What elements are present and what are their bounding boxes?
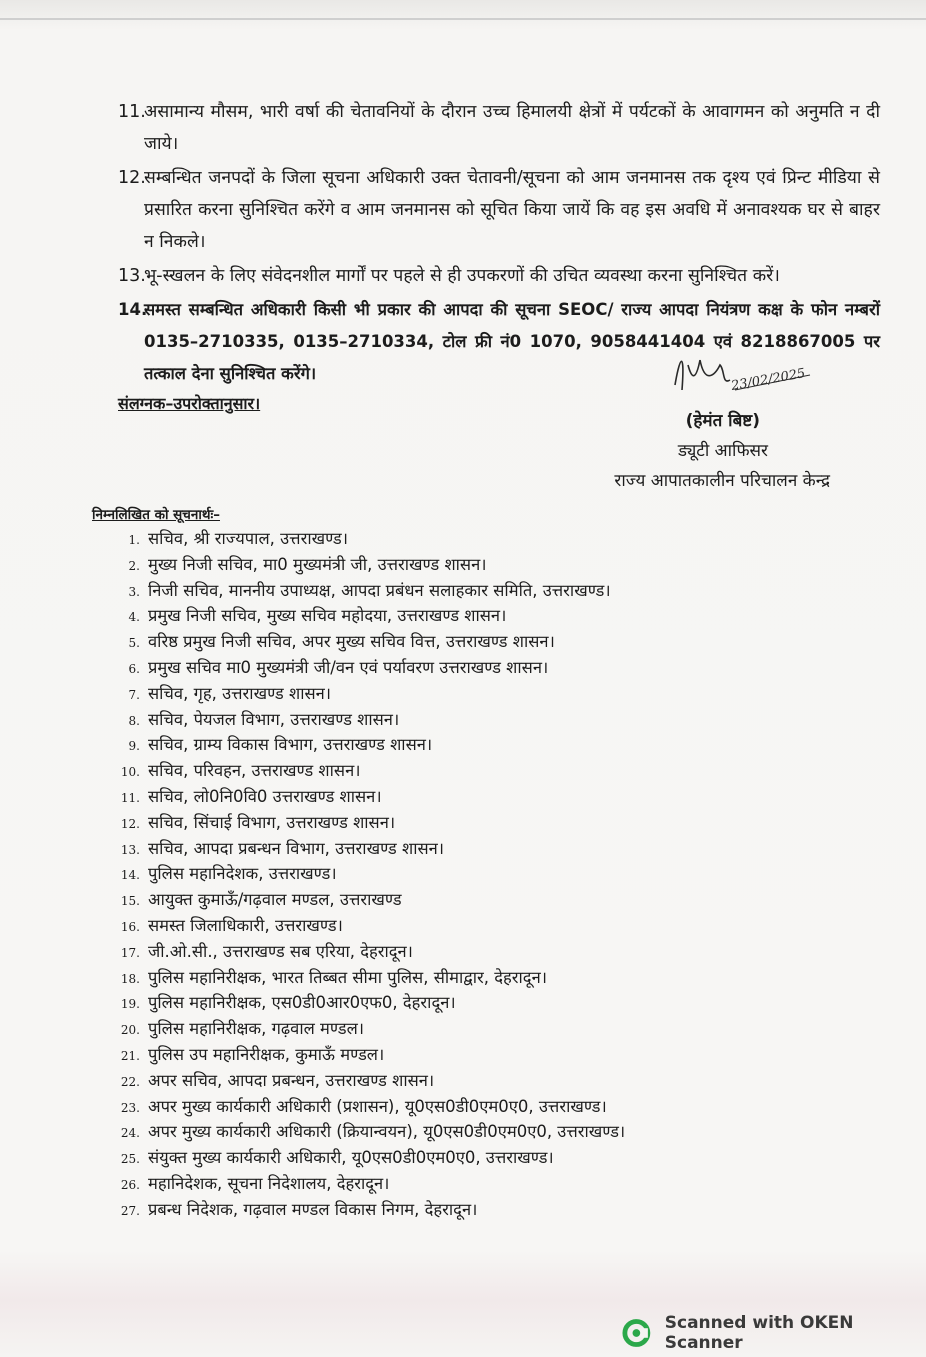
recipient-text: अपर मुख्य कार्यकारी अधिकारी (प्रशासन), यू0एस0डी0एम0ए0, उत्तराखण्ड। bbox=[148, 1096, 607, 1116]
point-number: 13. bbox=[118, 266, 146, 286]
recipient-number: 9. bbox=[128, 739, 140, 754]
recipient-item bbox=[100, 887, 820, 913]
point-number: 11. bbox=[118, 102, 146, 122]
annexure-note: संलग्नक–उपरोक्तानुसार। bbox=[118, 394, 261, 413]
recipient-text: सचिव, श्री राज्यपाल, उत्तराखण्ड। bbox=[148, 529, 349, 548]
recipient-text: पुलिस महानिदेशक, उत्तराखण्ड। bbox=[148, 864, 337, 884]
recipient-item bbox=[100, 578, 820, 604]
recipient-number: 6. bbox=[128, 661, 140, 676]
recipient-text: सचिव, लो0नि0वि0 उत्तराखण्ड शासन। bbox=[148, 786, 382, 806]
recipient-text: पुलिस महानिरीक्षक, एस0डी0आर0एफ0, देहरादून। bbox=[148, 993, 456, 1013]
recipient-number: 21. bbox=[120, 1048, 140, 1063]
recipient-text: अपर सचिव, आपदा प्रबन्धन, उत्तराखण्ड शासन। bbox=[148, 1070, 435, 1090]
recipient-item bbox=[100, 1016, 820, 1042]
recipient-text: प्रमुख सचिव मा0 मुख्यमंत्री जी/वन एवं पर्यावरण उत्तराखण्ड शासन। bbox=[148, 657, 549, 677]
recipient-item bbox=[100, 681, 820, 707]
recipient-item bbox=[100, 1171, 820, 1197]
recipient-number: 24. bbox=[120, 1126, 140, 1141]
recipient-item bbox=[100, 1094, 820, 1120]
recipient-number: 16. bbox=[120, 919, 140, 934]
recipient-text: समस्त जिलाधिकारी, उत्तराखण्ड। bbox=[148, 915, 343, 935]
recipient-number: 11. bbox=[120, 790, 140, 805]
recipient-item bbox=[100, 655, 820, 681]
instruction-point bbox=[118, 162, 880, 258]
recipient-item bbox=[100, 732, 820, 758]
recipient-text: निजी सचिव, माननीय उपाध्यक्ष, आपदा प्रबंधन सलाहकार समिति, उत्तराखण्ड। bbox=[148, 580, 611, 600]
instruction-point bbox=[118, 96, 880, 160]
recipient-number: 1. bbox=[128, 533, 140, 547]
recipient-item bbox=[100, 1145, 820, 1171]
recipient-number: 12. bbox=[120, 816, 140, 831]
recipient-item bbox=[100, 810, 820, 836]
recipient-item bbox=[100, 603, 820, 629]
recipient-number: 19. bbox=[120, 997, 140, 1012]
svg-text:23/02/2025: 23/02/2025 bbox=[730, 366, 807, 394]
recipient-number: 14. bbox=[120, 868, 140, 883]
point-text: असामान्य मौसम, भारी वर्षा की चेतावनियों के दौरान उच्च हिमालयी क्षेत्रों में पर्यटकों के आवागमन को अनुमति न दी जाये। bbox=[144, 102, 880, 154]
recipient-item bbox=[100, 1119, 820, 1145]
officer-office: राज्य आपातकालीन परिचालन केन्द्र bbox=[614, 471, 830, 491]
recipient-text: पुलिस उप महानिरीक्षक, कुमाऊँ मण्डल। bbox=[148, 1044, 385, 1064]
recipient-item bbox=[100, 707, 820, 733]
recipient-number: 13. bbox=[120, 842, 140, 857]
recipient-text: मुख्य निजी सचिव, मा0 मुख्यमंत्री जी, उत्तराखण्ड शासन। bbox=[148, 554, 487, 574]
recipient-item bbox=[100, 913, 820, 939]
recipient-number: 3. bbox=[128, 584, 140, 599]
recipient-number: 20. bbox=[120, 1023, 140, 1038]
recipient-item bbox=[100, 552, 820, 578]
recipient-text: प्रमुख निजी सचिव, मुख्य सचिव महोदया, उत्तराखण्ड शासन। bbox=[148, 606, 507, 626]
recipient-number: 8. bbox=[128, 713, 140, 728]
recipient-item bbox=[100, 526, 820, 552]
recipients-list bbox=[100, 526, 820, 1223]
recipient-text: जी.ओ.सी., उत्तराखण्ड सब एरिया, देहरादून। bbox=[148, 941, 413, 961]
recipient-number: 5. bbox=[128, 636, 140, 651]
recipient-number: 2. bbox=[128, 558, 140, 573]
scanner-label: Scanned with OKEN Scanner bbox=[664, 1313, 854, 1353]
recipient-number: 23. bbox=[120, 1100, 140, 1115]
recipient-number: 27. bbox=[120, 1203, 140, 1218]
point-number: 14. bbox=[118, 300, 148, 319]
scanner-watermark bbox=[622, 1313, 926, 1353]
recipient-item bbox=[100, 836, 820, 862]
recipient-text: पुलिस महानिरीक्षक, गढ़वाल मण्डल। bbox=[148, 1019, 365, 1039]
point-text: भू-स्खलन के लिए संवेदनशील मार्गों पर पहले से ही उपकरणों की उचित व्यवस्था करना सुनिश्चित करें। bbox=[144, 266, 780, 286]
officer-designation: ड्यूटी आफिसर bbox=[677, 441, 768, 461]
recipients-heading: निम्नलिखित को सूचनार्थः– bbox=[92, 507, 220, 523]
recipient-text: सचिव, सिंचाई विभाग, उत्तराखण्ड शासन। bbox=[148, 812, 396, 832]
recipient-text: सचिव, ग्राम्य विकास विभाग, उत्तराखण्ड शासन। bbox=[148, 735, 433, 755]
scanner-logo-icon bbox=[622, 1318, 651, 1348]
recipient-number: 18. bbox=[120, 971, 140, 986]
point-text: समस्त सम्बन्धित अधिकारी किसी भी प्रकार की आपदा की सूचना SEOC/ राज्य आपदा नियंत्रण कक्ष के फोन नम्बरों 0135–2710335, 0135–2710334, टोल फ्री नं0 1070, 9058441404 एवं 8218867005 पर तत्काल देना सुनिश्चित करेंगे। bbox=[144, 300, 880, 383]
recipient-item bbox=[100, 939, 820, 965]
recipient-item bbox=[100, 1068, 820, 1094]
recipient-number: 22. bbox=[120, 1074, 140, 1089]
instruction-point bbox=[118, 260, 880, 292]
recipient-item bbox=[100, 629, 820, 655]
recipient-item bbox=[100, 1042, 820, 1068]
point-text: सम्बन्धित जनपदों के जिला सूचना अधिकारी उक्त चेतावनी/सूचना को आम जनमानस तक दृश्य एवं प्रिन्ट मीडिया से प्रसारित करना सुनिश्चित करेंगे व आम जनमानस को सूचित किया जायें कि वह इस अवधि में अनावश्यक घर से बाहर न निकले। bbox=[144, 168, 880, 252]
recipient-text: प्रबन्ध निदेशक, गढ़वाल मण्डल विकास निगम, देहरादून। bbox=[148, 1199, 478, 1219]
recipient-item bbox=[100, 758, 820, 784]
recipient-number: 10. bbox=[120, 765, 140, 780]
recipient-item bbox=[100, 861, 820, 887]
recipient-number: 26. bbox=[120, 1177, 140, 1192]
recipient-text: महानिदेशक, सूचना निदेशालय, देहरादून। bbox=[148, 1173, 390, 1193]
recipient-number: 15. bbox=[120, 894, 140, 909]
recipient-text: सचिव, गृह, उत्तराखण्ड शासन। bbox=[148, 683, 332, 703]
recipient-number: 7. bbox=[128, 687, 140, 702]
page-edge-line bbox=[0, 18, 926, 20]
recipient-item bbox=[100, 1197, 820, 1223]
recipient-text: आयुक्त कुमाऊँ/गढ़वाल मण्डल, उत्तराखण्ड bbox=[148, 890, 402, 910]
recipient-item bbox=[100, 965, 820, 991]
recipient-text: सचिव, आपदा प्रबन्धन विभाग, उत्तराखण्ड शासन। bbox=[148, 838, 445, 858]
recipient-item bbox=[100, 990, 820, 1016]
recipient-text: सचिव, परिवहन, उत्तराखण्ड शासन। bbox=[148, 761, 361, 781]
recipient-text: सचिव, पेयजल विभाग, उत्तराखण्ड शासन। bbox=[148, 709, 400, 729]
officer-name: (हेमंत बिष्ट) bbox=[685, 411, 760, 431]
recipient-number: 4. bbox=[128, 610, 140, 625]
recipient-text: संयुक्त मुख्य कार्यकारी अधिकारी, यू0एस0डी0एम0ए0, उत्तराखण्ड। bbox=[148, 1148, 554, 1168]
recipient-number: 25. bbox=[120, 1152, 140, 1167]
recipient-number: 17. bbox=[120, 945, 140, 960]
recipient-text: अपर मुख्य कार्यकारी अधिकारी (क्रियान्वयन), यू0एस0डी0एम0ए0, उत्तराखण्ड। bbox=[148, 1122, 626, 1142]
recipient-text: वरिष्ठ प्रमुख निजी सचिव, अपर मुख्य सचिव वित्त, उत्तराखण्ड शासन। bbox=[148, 632, 555, 652]
recipient-item bbox=[100, 784, 820, 810]
point-number: 12. bbox=[118, 168, 146, 188]
handwritten-signature bbox=[660, 345, 820, 415]
recipient-text: पुलिस महानिरीक्षक, भारत तिब्बत सीमा पुलिस, सीमाद्वार, देहरादून। bbox=[148, 967, 547, 987]
